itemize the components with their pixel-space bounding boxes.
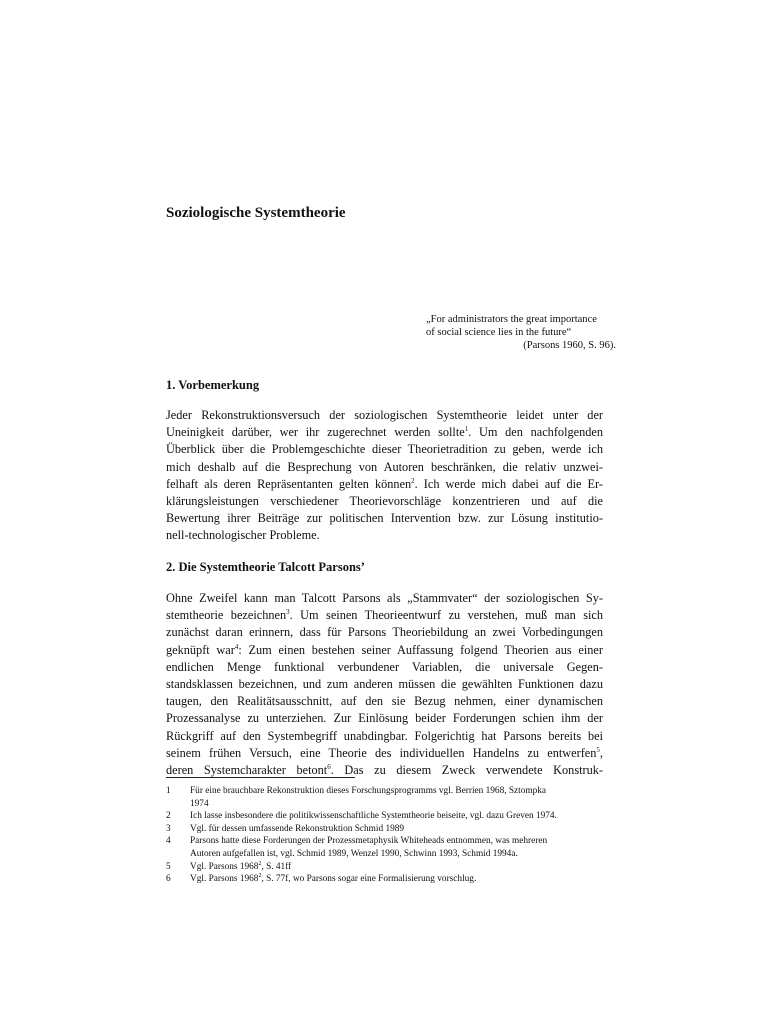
text-line: standsklassen bezeichnen, und zum anderen müssen die gewählten Funktionen dazu xyxy=(166,676,603,691)
epigraph-line: of social science lies in the future“ xyxy=(426,327,572,338)
footnote xyxy=(166,873,603,886)
text-line: mich deshalb auf die Besprechung von Autoren beschränken, die relativ unzwei- xyxy=(166,459,603,474)
paragraph-vorbemerkung xyxy=(166,407,603,545)
text-line: stemtheorie bezeichnen$^3$. Um seinen Theorieentwurf zu verstehen, muß man sich xyxy=(166,608,604,623)
footnote xyxy=(166,785,603,810)
text-line: taugen, den Realitätsausschnitt, auf den sie Bezug nehmen, einer dynamischen xyxy=(166,694,603,709)
footnote-text: Ich lasse insbesondere die politikwissenschaftliche Systemtheorie beiseite, vgl. dazu Greven 1974. xyxy=(190,811,557,822)
footnote-number: 2 xyxy=(166,811,171,822)
footnote xyxy=(166,810,603,823)
epigraph-source: (Parsons 1960, S. 96). xyxy=(523,340,616,351)
text-line: Jeder Rekonstruktionsversuch der soziologischen Systemtheorie leidet unter der xyxy=(166,408,603,422)
text-line: endlichen Menge funktional verbundener Variablen, die universale Gegen- xyxy=(166,659,603,674)
text-line: Prozessanalyse zu unterziehen. Zur Einlösung beider Forderungen schien ihm der xyxy=(166,711,603,726)
footnote-text: Vgl. Parsons 1968$^2$, S. 41ff xyxy=(190,860,292,872)
footnote-ref[interactable]: 5 xyxy=(596,745,600,754)
page-title: Soziologische Systemtheorie xyxy=(166,205,346,221)
text-line: deren Systemcharakter betont$^6$. Das zu diesem Zweck verwendete Konstruk- xyxy=(166,762,604,777)
text-line: Rückgriff auf den Systembegriff unabdingbar. Folgerichtig hat Parsons bereits bei xyxy=(166,728,603,743)
footnote-ref[interactable]: 2 xyxy=(411,476,415,485)
footnote-text: Für eine brauchbare Rekonstruktion dieses Forschungsprogramms vgl. Berrien 1968, Sztompka 1974 xyxy=(190,786,547,809)
text-line: nell-technologischer Probleme. xyxy=(166,528,320,543)
footnote xyxy=(166,823,603,836)
text-line: klärungsleistungen verschiedener Theorievorschläge konzentrieren und auf die xyxy=(166,493,603,508)
text-line: seinem frühen Versuch, eine Theorie des individuellen Handelns zu entwerfen$^5$, xyxy=(166,745,603,760)
footnote-number: 5 xyxy=(166,861,171,872)
text-line: zunächst daran erinnern, dass für Parsons Theoriebildung an zwei Vorbedingungen xyxy=(166,625,603,640)
footnote xyxy=(166,835,603,860)
footnote xyxy=(166,861,603,874)
paragraph-parsons xyxy=(166,590,603,779)
footnote-number: 1 xyxy=(166,786,171,796)
footnote-text: Parsons hatte diese Forderungen der Prozessmetaphysik Whiteheads entnommen, was mehreren Autoren aufgefallen ist, vgl. Schmid 1989, Wenzel 1990, Schwinn 1993, Schmid 1994a. xyxy=(190,836,548,859)
footnote-number: 4 xyxy=(166,836,171,847)
text-line: Ohne Zweifel kann man Talcott Parsons als „Stammvater“ der soziologischen Sy- xyxy=(166,591,603,605)
footnotes xyxy=(166,785,603,886)
footnote-ref[interactable]: 3 xyxy=(286,608,290,617)
footnote-ref[interactable]: 6 xyxy=(327,762,331,771)
footnote-ref[interactable]: 1 xyxy=(464,425,469,434)
section-heading-vorbemerkung: 1. Vorbemerkung xyxy=(166,378,260,392)
text-line: Uneinigkeit darüber, wer ihr zugerechnet werden sollte$^1$. Um den nachfolgenden xyxy=(166,425,603,440)
footnote-text: Vgl. für dessen umfassende Rekonstruktion Schmid 1989 xyxy=(190,823,405,834)
footnote-number: 3 xyxy=(166,823,171,834)
section-heading-parsons: 2. Die Systemtheorie Talcott Parsons’ xyxy=(166,560,365,574)
footnote-ref[interactable]: 4 xyxy=(234,642,239,651)
footnote-divider xyxy=(166,777,355,778)
epigraph-line: „For administrators the great importance xyxy=(426,314,597,325)
footnote-text: Vgl. Parsons 1968$^2$, S. 77f, wo Parsons sogar eine Formalisierung vorschlug. xyxy=(190,873,477,885)
text-line: Überblick über die Problemgeschichte dieser Theorietradition zu geben, werde ich xyxy=(166,442,603,457)
text-line: Bewertung ihrer Beiträge zur politischen Intervention bzw. zur Lösung institutio- xyxy=(166,511,603,526)
epigraph xyxy=(426,313,616,352)
footnote-number: 6 xyxy=(166,874,171,885)
text-line: felhaft als deren Repräsentanten gelten können$^2$. Ich werde mich dabei auf die Er- xyxy=(166,476,603,491)
text-line: geknüpft war$^4$: Zum einen bestehen seiner Auffassung folgend Theorien aus einer xyxy=(166,642,603,657)
